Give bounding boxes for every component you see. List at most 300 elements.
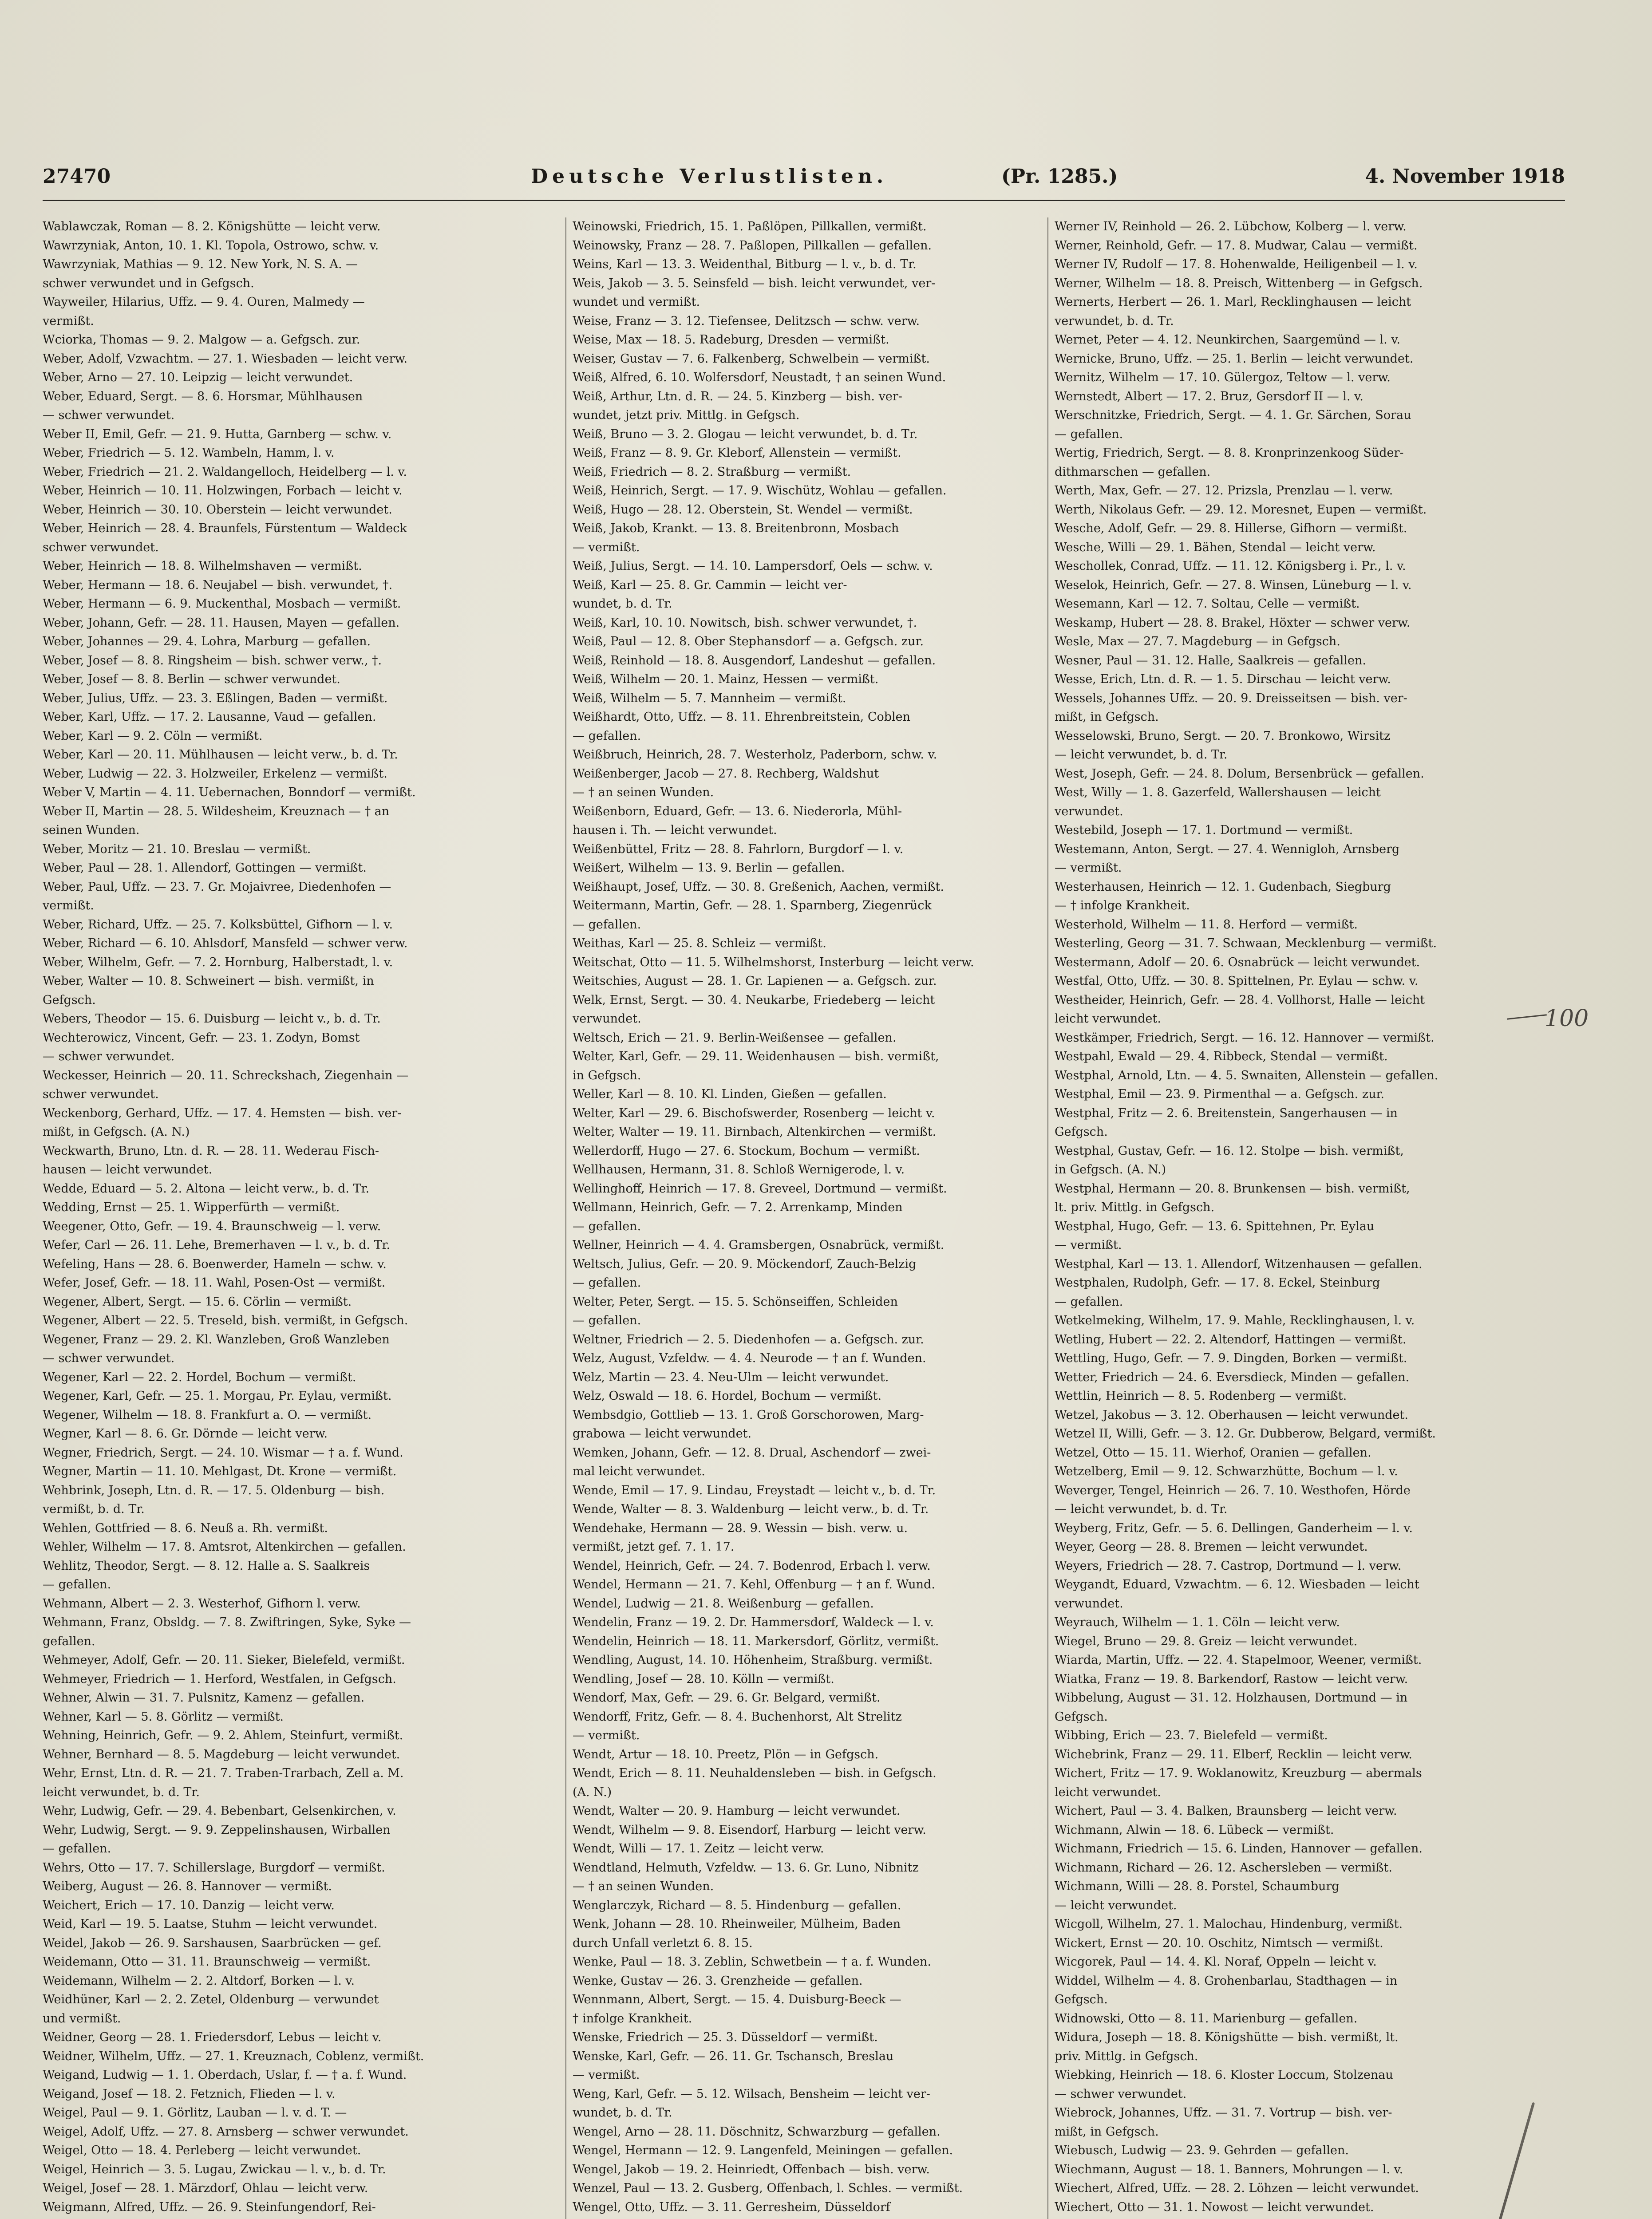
casualty-entry: Welz, August, Vzfeldw. — 4. 4. Neurode — † an f. Wunden. <box>573 1351 926 1365</box>
casualty-entry: Weiß, Jakob, Krankt. — 13. 8. Breitenbronn, Mosbach <box>573 521 899 535</box>
casualty-entry: Westphal, Fritz — 2. 6. Breitenstein, Sangerhausen — in <box>1055 1106 1398 1120</box>
casualty-entry: vermißt. <box>43 314 94 328</box>
casualty-entry: Weiß, Franz — 8. 9. Gr. Kleborf, Allenstein — vermißt. <box>573 446 901 460</box>
casualty-entry: Wehmann, Albert — 2. 3. Westerhof, Gifhorn l. verw. <box>43 1596 361 1611</box>
casualty-entry: Wedding, Ernst — 25. 1. Wipperfürth — vermißt. <box>43 1200 340 1214</box>
casualty-entry: Wehmeyer, Friedrich — 1. Herford, Westfalen, in Gefgsch. <box>43 1672 396 1686</box>
casualty-entry: Weng, Karl, Gefr. — 5. 12. Wilsach, Bensheim — leicht ver- <box>573 2087 930 2101</box>
casualty-entry: Weitschies, August — 28. 1. Gr. Lapienen — a. Gefgsch. zur. <box>573 974 937 988</box>
casualty-entry: Gefgsch. <box>1055 1993 1108 2006</box>
casualty-entry: Westerling, Georg — 31. 7. Schwaan, Mecklenburg — vermißt. <box>1055 936 1437 950</box>
casualty-entry: Werner, Reinhold, Gefr. — 17. 8. Mudwar, Calau — vermißt. <box>1055 238 1418 253</box>
casualty-entry: Weißenborn, Eduard, Gefr. — 13. 6. Niederorla, Mühl- <box>573 804 902 818</box>
casualty-entry: Welter, Walter — 19. 11. Birnbach, Altenkirchen — vermißt. <box>573 1125 937 1139</box>
casualty-entry: Wenk, Johann — 28. 10. Rheinweiler, Mülheim, Baden <box>573 1917 901 1931</box>
casualty-entry: Wetling, Hubert — 22. 2. Altendorf, Hattingen — vermißt. <box>1055 1332 1407 1346</box>
casualty-entry: Weckwarth, Bruno, Ltn. d. R. — 28. 11. Wederau Fisch- <box>43 1144 379 1158</box>
casualty-entry: mißt, in Gefgsch. <box>1055 710 1159 724</box>
casualty-entry: — gefallen. <box>43 1842 111 1856</box>
casualty-entry: Wegner, Karl — 8. 6. Gr. Dörnde — leicht verw. <box>43 1427 328 1441</box>
casualty-entry: Wiechert, Otto — 31. 1. Nowost — leicht verwundet. <box>1055 2200 1374 2214</box>
casualty-entry: — vermißt. <box>573 540 640 554</box>
publication-title: Deutsche Verlustlisten. <box>531 165 888 188</box>
casualty-entry: Westphal, Emil — 23. 9. Pirmenthal — a. Gefgsch. zur. <box>1055 1087 1384 1101</box>
casualty-entry: Weinowsky, Franz — 28. 7. Paßlopen, Pillkallen — gefallen. <box>573 238 932 253</box>
casualty-entry: Weverger, Tengel, Heinrich — 26. 7. 10. Westhofen, Hörde <box>1055 1483 1411 1497</box>
casualty-entry: Westermann, Adolf — 20. 6. Osnabrück — leicht verwundet. <box>1055 955 1420 969</box>
casualty-entry: Wetkelmeking, Wilhelm, 17. 9. Mahle, Recklinghausen, l. v. <box>1055 1314 1415 1327</box>
casualty-entry: leicht verwundet. <box>1055 1785 1161 1799</box>
casualty-entry: Werner IV, Rudolf — 17. 8. Hohenwalde, Heiligenbeil — l. v. <box>1055 257 1418 271</box>
casualty-entry: Wembsdgio, Gottlieb — 13. 1. Groß Gorschorowen, Marg- <box>573 1408 924 1422</box>
casualty-entry: — leicht verwundet. <box>1055 1898 1177 1912</box>
casualty-entry: Westkämper, Friedrich, Sergt. — 16. 12. Hannover — vermißt. <box>1055 1031 1435 1045</box>
casualty-entry: Westphal, Hugo, Gefr. — 13. 6. Spittehnen, Pr. Eylau <box>1055 1219 1375 1233</box>
casualty-entry: Weber V, Martin — 4. 11. Uebernachen, Bonndorf — vermißt. <box>43 786 416 799</box>
casualty-entry: Wiechmann, August — 18. 1. Banners, Mohrungen — l. v. <box>1055 2162 1403 2176</box>
casualty-entry: Wertig, Friedrich, Sergt. — 8. 8. Kronprinzenkoog Süder- <box>1055 446 1404 460</box>
casualty-entry: Weiberg, August — 26. 8. Hannover — vermißt. <box>43 1879 332 1893</box>
casualty-entry: West, Joseph, Gefr. — 24. 8. Dolum, Bersenbrück — gefallen. <box>1055 766 1424 781</box>
casualty-entry: Widura, Joseph — 18. 8. Königshütte — bish. vermißt, lt. <box>1055 2030 1399 2044</box>
casualty-entry: Weber II, Martin — 28. 5. Wildesheim, Kreuznach — † an <box>43 804 390 818</box>
casualty-entry: Westphal, Hermann — 20. 8. Brunkensen — bish. vermißt, <box>1055 1181 1410 1196</box>
casualty-entry: Weckesser, Heinrich — 20. 11. Schreckshach, Ziegenhain — <box>43 1068 409 1082</box>
casualty-entry: Wellerdorff, Hugo — 27. 6. Stockum, Bochum — vermißt. <box>573 1144 920 1158</box>
casualty-entry: Weber II, Emil, Gefr. — 21. 9. Hutta, Garnberg — schw. v. <box>43 427 392 441</box>
casualty-entry: Werschnitzke, Friedrich, Sergt. — 4. 1. Gr. Särchen, Sorau <box>1055 408 1411 422</box>
casualty-entry: leicht verwundet. <box>1055 1012 1161 1026</box>
casualty-entry: Weber, Friedrich — 21. 2. Waldangelloch, Heidelberg — l. v. <box>43 465 407 479</box>
casualty-entry: Weschollek, Conrad, Uffz. — 11. 12. Königsberg i. Pr., l. v. <box>1055 559 1406 573</box>
casualty-entry: — leicht verwundet, b. d. Tr. <box>1055 748 1228 762</box>
casualty-entry <box>43 2217 500 2219</box>
casualty-entry: — leicht verwundet, b. d. Tr. <box>1055 1502 1228 1516</box>
casualty-entry: Weiser, Gustav — 7. 6. Falkenberg, Schwelbein — vermißt. <box>573 351 930 366</box>
casualty-entry: Wehrs, Otto — 17. 7. Schillerslage, Burgdorf — vermißt. <box>43 1860 385 1875</box>
casualty-entry: Weigel, Josef — 28. 1. Märzdorf, Ohlau — leicht verw. <box>43 2181 368 2195</box>
casualty-entry: Weber, Friedrich — 5. 12. Wambeln, Hamm, l. v. <box>43 446 335 460</box>
casualty-entry: † infolge Krankheit. <box>573 2011 692 2026</box>
casualty-entry: Wetter, Friedrich — 24. 6. Eversdieck, Minden — gefallen. <box>1055 1370 1410 1384</box>
casualty-entry: Weiß, Julius, Sergt. — 14. 10. Lampersdorf, Oels — schw. v. <box>573 559 933 573</box>
casualty-entry: schwer verwundet und in Gefgsch. <box>43 276 254 290</box>
casualty-entry: Westfal, Otto, Uffz. — 30. 8. Spittelnen, Pr. Eylau — schw. v. <box>1055 974 1419 988</box>
casualty-entry: Westphal, Gustav, Gefr. — 16. 12. Stolpe — bish. vermißt, <box>1055 1144 1404 1158</box>
casualty-entry <box>573 2217 1030 2219</box>
casualty-column-1 <box>43 217 500 2219</box>
casualty-entry: verwundet. <box>1055 1596 1123 1611</box>
casualty-entry: — schwer verwundet. <box>1055 2087 1187 2101</box>
casualty-entry: Welter, Karl, Gefr. — 29. 11. Weidenhausen — bish. vermißt, <box>573 1050 939 1063</box>
casualty-entry: Weiß, Karl — 25. 8. Gr. Cammin — leicht ver- <box>573 578 847 592</box>
casualty-entry: Weidner, Georg — 28. 1. Friedersdorf, Lebus — leicht v. <box>43 2030 382 2044</box>
casualty-entry: Wesche, Adolf, Gefr. — 29. 8. Hillerse, Gifhorn — vermißt. <box>1055 521 1407 535</box>
casualty-entry: Wiebrock, Johannes, Uffz. — 31. 7. Vortrup — bish. ver- <box>1055 2106 1392 2120</box>
casualty-entry: Wehning, Heinrich, Gefr. — 9. 2. Ahlem, Steinfurt, vermißt. <box>43 1729 403 1742</box>
casualty-entry: Wedde, Eduard — 5. 2. Altona — leicht verw., b. d. Tr. <box>43 1181 370 1196</box>
casualty-entry: Weidhüner, Karl — 2. 2. Zetel, Oldenburg — verwundet <box>43 1993 379 2006</box>
casualty-entry: Wernerts, Herbert — 26. 1. Marl, Recklinghausen — leicht <box>1055 295 1411 309</box>
casualty-entry: Weiß, Arthur, Ltn. d. R. — 24. 5. Kinzberg — bish. ver- <box>573 389 902 403</box>
casualty-entry: Weiß, Friedrich — 8. 2. Straßburg — vermißt. <box>573 465 851 479</box>
casualty-entry: Weber, Julius, Uffz. — 23. 3. Eßlingen, Baden — vermißt. <box>43 691 388 705</box>
casualty-entry: Westemann, Anton, Sergt. — 27. 4. Wennigloh, Arnsberg <box>1055 842 1400 856</box>
casualty-entry: Wichmann, Willi — 28. 8. Porstel, Schaumburg <box>1055 1879 1340 1893</box>
casualty-entry: — gefallen. <box>573 917 641 932</box>
casualty-entry: Weber, Johannes — 29. 4. Lohra, Marburg — gefallen. <box>43 635 371 648</box>
casualty-entry: verwundet. <box>1055 804 1123 818</box>
casualty-entry: Wefer, Josef, Gefr. — 18. 11. Wahl, Posen-Ost — vermißt. <box>43 1276 386 1290</box>
casualty-entry: Weiß, Wilhelm — 20. 1. Mainz, Hessen — vermißt. <box>573 672 879 686</box>
casualty-entry: Wehner, Bernhard — 8. 5. Magdeburg — leicht verwundet. <box>43 1747 400 1761</box>
casualty-entry: Wesle, Max — 27. 7. Magdeburg — in Gefgsch. <box>1055 635 1340 648</box>
casualty-entry: Weigand, Ludwig — 1. 1. Oberdach, Uslar, f. — † a. f. Wund. <box>43 2068 407 2082</box>
casualty-entry: Weise, Franz — 3. 12. Tiefensee, Delitzsch — schw. verw. <box>573 314 920 328</box>
casualty-entry: vermißt, jetzt gef. 7. 1. 17. <box>573 1540 735 1554</box>
casualty-entry: Wiatka, Franz — 19. 8. Barkendorf, Rastow — leicht verw. <box>1055 1672 1408 1686</box>
casualty-entry: Weiß, Paul — 12. 8. Ober Stephansdorf — a. Gefgsch. zur. <box>573 635 924 648</box>
casualty-entry: Westphalen, Rudolph, Gefr. — 17. 8. Eckel, Steinburg <box>1055 1276 1380 1290</box>
casualty-entry: Weithas, Karl — 25. 8. Schleiz — vermißt. <box>573 936 826 950</box>
casualty-entry: Wehr, Ernst, Ltn. d. R. — 21. 7. Traben-Trarbach, Zell a. M. <box>43 1766 404 1780</box>
casualty-entry: — gefallen. <box>573 729 641 743</box>
casualty-entry: Weißbruch, Heinrich, 28. 7. Westerholz, Paderborn, schw. v. <box>573 748 937 762</box>
casualty-entry: schwer verwundet. <box>43 1087 159 1101</box>
casualty-entry: Weber, Wilhelm, Gefr. — 7. 2. Hornburg, Halberstadt, l. v. <box>43 955 393 969</box>
casualty-entry: Wenzel, Paul — 13. 2. Gusberg, Offenbach, l. Schles. — vermißt. <box>573 2181 963 2195</box>
casualty-entry: Weber, Eduard, Sergt. — 8. 6. Horsmar, Mühlhausen <box>43 389 363 403</box>
casualty-entry: Weißhardt, Otto, Uffz. — 8. 11. Ehrenbreitstein, Coblen <box>573 710 911 724</box>
casualty-entry: Wendorff, Fritz, Gefr. — 8. 4. Buchenhorst, Alt Strelitz <box>573 1710 902 1724</box>
casualty-entry: Weber, Richard, Uffz. — 25. 7. Kolksbüttel, Gifhorn — l. v. <box>43 917 393 932</box>
casualty-entry: Weber, Hermann — 6. 9. Muckenthal, Mosbach — vermißt. <box>43 597 401 611</box>
casualty-entry: Weber, Richard — 6. 10. Ahlsdorf, Mansfeld — schwer verw. <box>43 936 408 950</box>
casualty-entry: Westphal, Karl — 13. 1. Allendorf, Witzenhausen — gefallen. <box>1055 1257 1423 1271</box>
casualty-entry: — schwer verwundet. <box>43 1351 175 1365</box>
casualty-entry: — vermißt. <box>1055 1238 1122 1252</box>
casualty-entry: Wesemann, Karl — 12. 7. Soltau, Celle — vermißt. <box>1055 597 1360 611</box>
casualty-entry: Wegener, Karl — 22. 2. Hordel, Bochum — vermißt. <box>43 1370 356 1384</box>
casualty-entry: Weyers, Friedrich — 28. 7. Castrop, Dortmund — l. verw. <box>1055 1559 1402 1573</box>
casualty-entry: Welz, Martin — 23. 4. Neu-Ulm — leicht verwundet. <box>573 1370 889 1384</box>
casualty-entry: Wellhausen, Hermann, 31. 8. Schloß Wernigerode, l. v. <box>573 1163 905 1177</box>
casualty-entry: Wiebking, Heinrich — 18. 6. Kloster Loccum, Stolzenau <box>1055 2068 1393 2082</box>
casualty-entry: Weigand, Josef — 18. 2. Fetznich, Flieden — l. v. <box>43 2087 336 2101</box>
casualty-entry: Wetzel, Otto — 15. 11. Wierhof, Oranien — gefallen. <box>1055 1445 1371 1460</box>
casualty-entry: Weber, Josef — 8. 8. Berlin — schwer verwundet. <box>43 672 340 686</box>
casualty-entry: wundet, b. d. Tr. <box>573 597 672 611</box>
casualty-entry: Webers, Theodor — 15. 6. Duisburg — leicht v., b. d. Tr. <box>43 1012 381 1026</box>
casualty-entry: verwundet, b. d. Tr. <box>1055 314 1174 328</box>
casualty-entry: Wendtland, Helmuth, Vzfeldw. — 13. 6. Gr. Luno, Nibnitz <box>573 1860 919 1875</box>
casualty-entry: Wehbrink, Joseph, Ltn. d. R. — 17. 5. Oldenburg — bish. <box>43 1483 385 1497</box>
casualty-entry: — gefallen. <box>43 1578 111 1591</box>
handwritten-number: 100 <box>1545 1005 1589 1032</box>
casualty-entry: verwundet. <box>573 1012 641 1026</box>
casualty-entry: Wetzel, Jakobus — 3. 12. Oberhausen — leicht verwundet. <box>1055 1408 1408 1422</box>
casualty-entry: Wengel, Arno — 28. 11. Döschnitz, Schwarzburg — gefallen. <box>573 2124 941 2139</box>
casualty-entry: — vermißt. <box>573 2068 640 2082</box>
casualty-entry: Weber, Karl — 9. 2. Cöln — vermißt. <box>43 729 263 743</box>
casualty-entry <box>1055 2217 1512 2219</box>
casualty-entry: — gefallen. <box>573 1276 641 1290</box>
casualty-entry: Wendt, Erich — 8. 11. Neuhaldensleben — bish. in Gefgsch. <box>573 1766 937 1780</box>
casualty-entry: Wendling, August, 14. 10. Höhenheim, Straßburg. vermißt. <box>573 1653 933 1667</box>
casualty-entry: Weigel, Otto — 18. 4. Perleberg — leicht verwundet. <box>43 2144 361 2157</box>
casualty-entry: Wickert, Ernst — 20. 10. Oschitz, Nimtsch — vermißt. <box>1055 1936 1383 1950</box>
casualty-entry: Wegner, Martin — 11. 10. Mehlgast, Dt. Krone — vermißt. <box>43 1465 397 1478</box>
casualty-entry: Westphal, Arnold, Ltn. — 4. 5. Swnaiten, Allenstein — gefallen. <box>1055 1068 1439 1082</box>
casualty-entry: Wawrzyniak, Mathias — 9. 12. New York, N. S. A. — <box>43 257 358 271</box>
casualty-entry: Weselok, Heinrich, Gefr. — 27. 8. Winsen, Lüneburg — l. v. <box>1055 578 1412 592</box>
casualty-entry: Weltsch, Erich — 21. 9. Berlin-Weißensee — gefallen. <box>573 1031 897 1045</box>
casualty-entry: und vermißt. <box>43 2011 121 2026</box>
casualty-entry: Wendelin, Franz — 19. 2. Dr. Hammersdorf, Waldeck — l. v. <box>573 1615 934 1629</box>
casualty-entry: in Gefgsch. <box>573 1068 641 1082</box>
casualty-entry: Westerhold, Wilhelm — 11. 8. Herford — vermißt. <box>1055 917 1358 932</box>
casualty-entry: Wefer, Carl — 26. 11. Lehe, Bremerhaven — l. v., b. d. Tr. <box>43 1238 391 1252</box>
casualty-entry: dithmarschen — gefallen. <box>1055 465 1211 479</box>
casualty-entry: Wendelin, Heinrich — 18. 11. Markersdorf, Görlitz, vermißt. <box>573 1634 939 1648</box>
casualty-entry: Wichert, Paul — 3. 4. Balken, Braunsberg — leicht verw. <box>1055 1804 1397 1818</box>
casualty-entry: mißt, in Gefgsch. <box>1055 2124 1159 2139</box>
casualty-entry: Welter, Karl — 29. 6. Bischofswerder, Rosenberg — leicht v. <box>573 1106 935 1120</box>
casualty-entry: Weiß, Bruno — 3. 2. Glogau — leicht verwundet, b. d. Tr. <box>573 427 918 441</box>
casualty-entry: — schwer verwundet. <box>43 408 175 422</box>
casualty-entry: Welk, Ernst, Sergt. — 30. 4. Neukarbe, Friedeberg — leicht <box>573 993 935 1007</box>
casualty-entry: Wetzelberg, Emil — 9. 12. Schwarzhütte, Bochum — l. v. <box>1055 1465 1398 1478</box>
casualty-entry: Wellinghoff, Heinrich — 17. 8. Greveel, Dortmund — vermißt. <box>573 1181 947 1196</box>
casualty-entry: Wayweiler, Hilarius, Uffz. — 9. 4. Ouren, Malmedy — <box>43 295 365 309</box>
handwritten-mark <box>1507 1014 1547 1019</box>
casualty-entry: Westerhausen, Heinrich — 12. 1. Gudenbach, Siegburg <box>1055 880 1391 894</box>
casualty-entry: Wciorka, Thomas — 9. 2. Malgow — a. Gefgsch. zur. <box>43 333 360 347</box>
casualty-entry: Weber, Heinrich — 30. 10. Oberstein — leicht verwundet. <box>43 502 392 517</box>
casualty-entry: seinen Wunden. <box>43 823 140 837</box>
casualty-column-2 <box>573 217 1030 2219</box>
header-rule <box>43 200 1565 201</box>
casualty-entry: — gefallen. <box>1055 1295 1123 1309</box>
casualty-entry: Wehner, Alwin — 31. 7. Pulsnitz, Kamenz — gefallen. <box>43 1691 365 1705</box>
casualty-entry: Wesner, Paul — 31. 12. Halle, Saalkreis — gefallen. <box>1055 653 1366 667</box>
casualty-entry: Wefeling, Hans — 28. 6. Boenwerder, Hameln — schw. v. <box>43 1257 387 1271</box>
casualty-entry: Weidel, Jakob — 26. 9. Sarshausen, Saarbrücken — gef. <box>43 1936 382 1950</box>
casualty-entry: Wichmann, Alwin — 18. 6. Lübeck — vermißt. <box>1055 1823 1334 1837</box>
casualty-entry: Wehr, Ludwig, Gefr. — 29. 4. Bebenbart, Gelsenkirchen, v. <box>43 1804 396 1818</box>
casualty-entry: Wiechert, Alfred, Uffz. — 28. 2. Löhzen — leicht verwundet. <box>1055 2181 1419 2195</box>
casualty-entry: in Gefgsch. (A. N.) <box>1055 1163 1166 1177</box>
casualty-entry: Weber, Walter — 10. 8. Schweinert — bish. vermißt, in <box>43 974 374 988</box>
casualty-entry: Weber, Karl — 20. 11. Mühlhausen — leicht verw., b. d. Tr. <box>43 748 398 762</box>
casualty-entry: Weiß, Wilhelm — 5. 7. Mannheim — vermißt. <box>573 691 846 705</box>
casualty-entry: Weller, Karl — 8. 10. Kl. Linden, Gießen — gefallen. <box>573 1087 887 1101</box>
casualty-entry: vermißt. <box>43 899 94 912</box>
casualty-entry: Wendt, Wilhelm — 9. 8. Eisendorf, Harburg — leicht verw. <box>573 1823 926 1837</box>
casualty-entry: Wichert, Fritz — 17. 9. Woklanowitz, Kreuzburg — abermals <box>1055 1766 1422 1780</box>
casualty-entry: Wehler, Wilhelm — 17. 8. Amtsrot, Altenkirchen — gefallen. <box>43 1540 406 1554</box>
casualty-entry: Wegener, Wilhelm — 18. 8. Frankfurt a. O. — vermißt. <box>43 1408 372 1422</box>
casualty-entry: Weber, Moritz — 21. 10. Breslau — vermißt. <box>43 842 311 856</box>
casualty-entry: Weißert, Wilhelm — 13. 9. Berlin — gefallen. <box>573 861 845 875</box>
casualty-entry: Weber, Karl, Uffz. — 17. 2. Lausanne, Vaud — gefallen. <box>43 710 376 724</box>
casualty-entry: Wettlin, Heinrich — 8. 5. Rodenberg — vermißt. <box>1055 1389 1347 1403</box>
casualty-entry: Weygandt, Eduard, Vzwachtm. — 6. 12. Wiesbaden — leicht <box>1055 1578 1419 1591</box>
casualty-entry: Wesselowski, Bruno, Sergt. — 20. 7. Bronkowo, Wirsitz <box>1055 729 1391 743</box>
casualty-entry: Weißenbüttel, Fritz — 28. 8. Fahrlorn, Burgdorf — l. v. <box>573 842 904 856</box>
casualty-entry: Wengel, Otto, Uffz. — 3. 11. Gerresheim, Düsseldorf <box>573 2200 890 2214</box>
casualty-entry: — vermißt. <box>573 1729 640 1742</box>
issue-date: 4. November 1918 <box>1365 165 1565 188</box>
casualty-entry: Werth, Nikolaus Gefr. — 29. 12. Moresnet, Eupen — vermißt. <box>1055 502 1427 517</box>
casualty-entry: Wendorf, Max, Gefr. — 29. 6. Gr. Belgard, vermißt. <box>573 1691 881 1705</box>
casualty-entry: Wenglarczyk, Richard — 8. 5. Hindenburg — gefallen. <box>573 1898 901 1912</box>
casualty-entry: Weber, Arno — 27. 10. Leipzig — leicht verwundet. <box>43 371 353 384</box>
casualty-entry: hausen i. Th. — leicht verwundet. <box>573 823 777 837</box>
casualty-entry: Wenske, Friedrich — 25. 3. Düsseldorf — vermißt. <box>573 2030 878 2044</box>
casualty-entry: — † an seinen Wunden. <box>573 1879 714 1893</box>
casualty-entry: — † infolge Krankheit. <box>1055 899 1190 912</box>
casualty-entry: Weigel, Heinrich — 3. 5. Lugau, Zwickau — l. v., b. d. Tr. <box>43 2162 386 2176</box>
casualty-entry: Wesche, Willi — 29. 1. Bähen, Stendal — leicht verw. <box>1055 540 1376 554</box>
casualty-entry: Gefgsch. <box>43 993 96 1007</box>
casualty-entry: Westheider, Heinrich, Gefr. — 28. 4. Vollhorst, Halle — leicht <box>1055 993 1425 1007</box>
casualty-entry: Weber, Heinrich — 10. 11. Holzwingen, Forbach — leicht v. <box>43 484 403 497</box>
casualty-entry: Weitschat, Otto — 11. 5. Wilhelmshorst, Insterburg — leicht verw. <box>573 955 974 969</box>
casualty-entry: Wechterowicz, Vincent, Gefr. — 23. 1. Zodyn, Bomst <box>43 1031 360 1045</box>
casualty-entry: Wengel, Jakob — 19. 2. Heinriedt, Offenbach — bish. verw. <box>573 2162 930 2176</box>
casualty-entry: Weiß, Heinrich, Sergt. — 17. 9. Wischütz, Wohlau — gefallen. <box>573 484 947 497</box>
casualty-entry: Weber, Heinrich — 28. 4. Braunfels, Fürstentum — Waldeck <box>43 521 407 535</box>
casualty-entry: grabowa — leicht verwundet. <box>573 1427 752 1441</box>
casualty-entry: Wendel, Hermann — 21. 7. Kehl, Offenburg — † an f. Wund. <box>573 1578 935 1591</box>
casualty-entry: — vermißt. <box>1055 861 1122 875</box>
casualty-entry: Wende, Emil — 17. 9. Lindau, Freystadt — leicht v., b. d. Tr. <box>573 1483 936 1497</box>
casualty-entry: Widnowski, Otto — 8. 11. Marienburg — gefallen. <box>1055 2011 1358 2026</box>
casualty-entry: Wehner, Karl — 5. 8. Görlitz — vermißt. <box>43 1710 284 1724</box>
casualty-entry: leicht verwundet, b. d. Tr. <box>43 1785 200 1799</box>
casualty-entry: Weis, Jakob — 3. 5. Seinsfeld — bish. leicht verwundet, ver- <box>573 276 936 290</box>
casualty-entry: — schwer verwundet. <box>43 1050 175 1063</box>
casualty-entry: Wiarda, Martin, Uffz. — 22. 4. Stapelmoor, Weener, vermißt. <box>1055 1653 1422 1667</box>
casualty-entry: Wendt, Willi — 17. 1. Zeitz — leicht verw. <box>573 1842 824 1856</box>
casualty-entry: Wichmann, Richard — 26. 12. Aschersleben — vermißt. <box>1055 1860 1392 1875</box>
casualty-entry: Weißhaupt, Josef, Uffz. — 30. 8. Greßenich, Aachen, vermißt. <box>573 880 944 894</box>
casualty-entry: Wenske, Karl, Gefr. — 26. 11. Gr. Tschansch, Breslau <box>573 2049 894 2063</box>
casualty-entry: Wegener, Albert, Sergt. — 15. 6. Cörlin — vermißt. <box>43 1295 352 1309</box>
column-divider <box>1047 217 1048 2219</box>
casualty-entry: Weißenberger, Jacob — 27. 8. Rechberg, Waldshut <box>573 766 879 781</box>
casualty-entry: Widdel, Wilhelm — 4. 8. Grohenbarlau, Stadthagen — in <box>1055 1974 1398 1988</box>
casualty-entry: mal leicht verwundet. <box>573 1465 705 1478</box>
casualty-column-3 <box>1055 217 1512 2219</box>
casualty-entry: Wendehake, Hermann — 28. 9. Wessin — bish. verw. u. <box>573 1521 908 1535</box>
casualty-entry: Wendt, Walter — 20. 9. Hamburg — leicht verwundet. <box>573 1804 901 1818</box>
casualty-entry: Weigmann, Alfred, Uffz. — 26. 9. Steinfungendorf, Rei- <box>43 2200 376 2214</box>
casualty-entry: Weiß, Hugo — 28. 12. Oberstein, St. Wendel — vermißt. <box>573 502 913 517</box>
casualty-entry: Wetzel II, Willi, Gefr. — 3. 12. Gr. Dubberow, Belgard, vermißt. <box>1055 1427 1436 1441</box>
casualty-entry: Wendel, Ludwig — 21. 8. Weißenburg — gefallen. <box>573 1596 874 1611</box>
casualty-entry: Wegner, Friedrich, Sergt. — 24. 10. Wismar — † a. f. Wund. <box>43 1445 403 1460</box>
casualty-entry: wundet und vermißt. <box>573 295 700 309</box>
casualty-entry: Weyrauch, Wilhelm — 1. 1. Cöln — leicht verw. <box>1055 1615 1340 1629</box>
casualty-entry: Wehr, Ludwig, Sergt. — 9. 9. Zeppelinshausen, Wirballen <box>43 1823 391 1837</box>
casualty-entry: Wengel, Hermann — 12. 9. Langenfeld, Meiningen — gefallen. <box>573 2144 953 2157</box>
casualty-entry: Weber, Heinrich — 18. 8. Wilhelmshaven — vermißt. <box>43 559 362 573</box>
casualty-entry: — † an seinen Wunden. <box>573 786 714 799</box>
casualty-entry: Weigel, Paul — 9. 1. Görlitz, Lauban — l. v. d. T. — <box>43 2106 347 2120</box>
casualty-entry: — gefallen. <box>573 1219 641 1233</box>
page-number: 27470 <box>43 165 111 188</box>
casualty-entry: Wendling, Josef — 28. 10. Kölln — vermißt. <box>573 1672 834 1686</box>
casualty-entry: schwer verwundet. <box>43 540 159 554</box>
casualty-entry: hausen — leicht verwundet. <box>43 1163 213 1177</box>
casualty-entry: durch Unfall verletzt 6. 8. 15. <box>573 1936 753 1950</box>
casualty-entry: Wibbelung, August — 31. 12. Holzhausen, Dortmund — in <box>1055 1691 1408 1705</box>
casualty-entry: Weiß, Karl, 10. 10. Nowitsch, bish. schwer verwundet, †. <box>573 616 917 630</box>
page-header <box>43 165 1565 196</box>
casualty-entry: Weiß, Reinhold — 18. 8. Ausgendorf, Landeshut — gefallen. <box>573 653 936 667</box>
casualty-entry: Weitermann, Martin, Gefr. — 28. 1. Sparnberg, Ziegenrück <box>573 899 932 912</box>
casualty-entry: wundet, jetzt priv. Mittlg. in Gefgsch. <box>573 408 800 422</box>
casualty-entry: Gefgsch. <box>1055 1125 1108 1139</box>
casualty-entry: Westpahl, Ewald — 29. 4. Ribbeck, Stendal — vermißt. <box>1055 1050 1388 1063</box>
casualty-entry: Gefgsch. <box>1055 1710 1108 1724</box>
casualty-entry: Wendt, Artur — 18. 10. Preetz, Plön — in Gefgsch. <box>573 1747 879 1761</box>
casualty-entry: Werner, Wilhelm — 18. 8. Preisch, Wittenberg — in Gefgsch. <box>1055 276 1423 290</box>
casualty-entry: Wenke, Gustav — 26. 3. Grenzheide — gefallen. <box>573 1974 863 1988</box>
casualty-entry: Werth, Max, Gefr. — 27. 12. Prizsla, Prenzlau — l. verw. <box>1055 484 1393 497</box>
casualty-entry: Wernicke, Bruno, Uffz. — 25. 1. Berlin — leicht verwundet. <box>1055 351 1414 366</box>
casualty-entry: Wesse, Erich, Ltn. d. R. — 1. 5. Dirschau — leicht verw. <box>1055 672 1391 686</box>
casualty-entry: Weise, Max — 18. 5. Radeburg, Dresden — vermißt. <box>573 333 889 347</box>
column-divider <box>565 217 566 2219</box>
casualty-entry: Wichmann, Friedrich — 15. 6. Linden, Hannover — gefallen. <box>1055 1842 1423 1856</box>
casualty-entry: Wemken, Johann, Gefr. — 12. 8. Drual, Aschendorf — zwei- <box>573 1445 931 1460</box>
casualty-entry: Welz, Oswald — 18. 6. Hordel, Bochum — vermißt. <box>573 1389 882 1403</box>
casualty-entry: Wehmeyer, Adolf, Gefr. — 20. 11. Sieker, Bielefeld, vermißt. <box>43 1653 405 1667</box>
casualty-entry: Wiebusch, Ludwig — 23. 9. Gehrden — gefallen. <box>1055 2144 1349 2157</box>
casualty-entry: mißt, in Gefgsch. (A. N.) <box>43 1125 190 1139</box>
casualty-entry: Wawrzyniak, Anton, 10. 1. Kl. Topola, Ostrowo, schw. v. <box>43 238 379 253</box>
casualty-entry: Wegener, Albert — 22. 5. Treseld, bish. vermißt, in Gefgsch. <box>43 1314 408 1327</box>
casualty-entry: Westebild, Joseph — 17. 1. Dortmund — vermißt. <box>1055 823 1353 837</box>
issue-number: (Pr. 1285.) <box>1001 165 1118 188</box>
casualty-entry: Wendel, Heinrich, Gefr. — 24. 7. Bodenrod, Erbach l. verw. <box>573 1559 931 1573</box>
casualty-entry: Weyer, Georg — 28. 8. Bremen — leicht verwundet. <box>1055 1540 1368 1554</box>
casualty-entry: Wennmann, Albert, Sergt. — 15. 4. Duisburg-Beeck — <box>573 1993 901 2006</box>
casualty-entry: vermißt, b. d. Tr. <box>43 1502 145 1516</box>
casualty-entry: Wellner, Heinrich — 4. 4. Gramsbergen, Osnabrück, vermißt. <box>573 1238 945 1252</box>
casualty-entry: Wehlitz, Theodor, Sergt. — 8. 12. Halle a. S. Saalkreis <box>43 1559 370 1573</box>
casualty-entry: Wettling, Hugo, Gefr. — 7. 9. Dingden, Borken — vermißt. <box>1055 1351 1407 1365</box>
casualty-entry: Wicgorek, Paul — 14. 4. Kl. Noraf, Oppeln — leicht v. <box>1055 1955 1377 1969</box>
casualty-entry: Weegener, Otto, Gefr. — 19. 4. Braunschweig — l. verw. <box>43 1219 381 1233</box>
casualty-entry: Wessels, Johannes Uffz. — 20. 9. Dreisseitsen — bish. ver- <box>1055 691 1407 705</box>
casualty-entry: West, Willy — 1. 8. Gazerfeld, Wallershausen — leicht <box>1055 786 1381 799</box>
casualty-entry: Werner IV, Reinhold — 26. 2. Lübchow, Kolberg — l. verw. <box>1055 220 1407 233</box>
casualty-entry: wundet, b. d. Tr. <box>573 2106 672 2120</box>
casualty-entry: Wegener, Franz — 29. 2. Kl. Wanzleben, Groß Wanzleben <box>43 1332 390 1346</box>
casualty-entry: Wegener, Karl, Gefr. — 25. 1. Morgau, Pr. Eylau, vermißt. <box>43 1389 392 1403</box>
casualty-entry: Weltner, Friedrich — 2. 5. Diedenhofen — a. Gefgsch. zur. <box>573 1332 924 1346</box>
casualty-entry: Weid, Karl — 19. 5. Laatse, Stuhm — leicht verwundet. <box>43 1917 378 1931</box>
casualty-entry: Weidner, Wilhelm, Uffz. — 27. 1. Kreuznach, Coblenz, vermißt. <box>43 2049 424 2063</box>
casualty-entry: Wichebrink, Franz — 29. 11. Elberf, Recklin — leicht verw. <box>1055 1747 1412 1761</box>
casualty-entry: Weber, Johann, Gefr. — 28. 11. Hausen, Mayen — gefallen. <box>43 616 400 630</box>
casualty-entry: Weidemann, Otto — 31. 11. Braunschweig — vermißt. <box>43 1955 371 1969</box>
casualty-entry: Weckenborg, Gerhard, Uffz. — 17. 4. Hemsten — bish. ver- <box>43 1106 402 1120</box>
